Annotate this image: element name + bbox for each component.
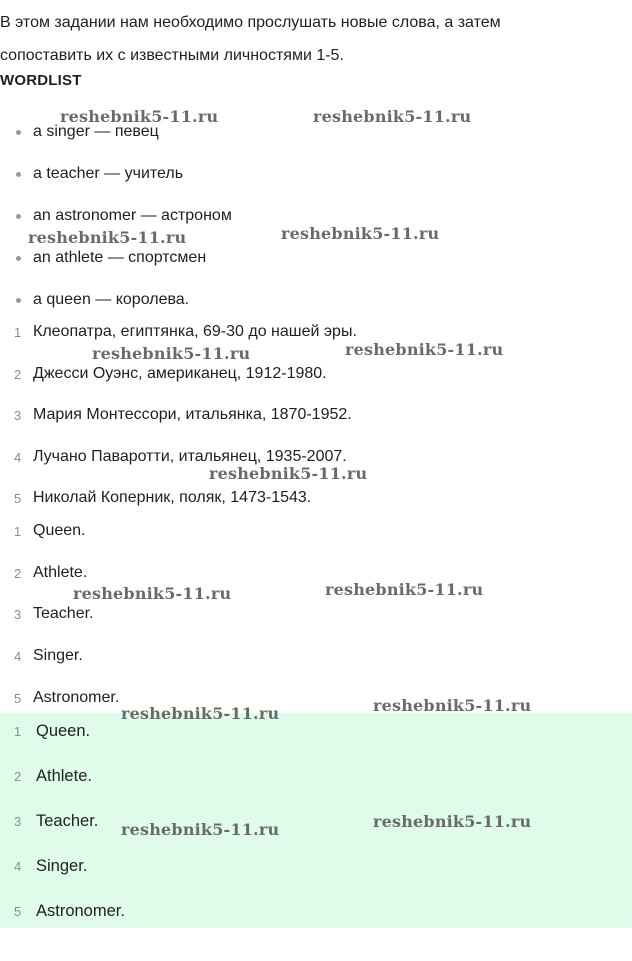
answer-text: Queen. bbox=[33, 522, 86, 539]
bullet-icon bbox=[0, 172, 33, 177]
watermark: reshebnik5-11.ru bbox=[373, 812, 532, 831]
item-number: 4 bbox=[14, 858, 22, 874]
item-number: 5 bbox=[14, 690, 22, 706]
wordlist-item bbox=[0, 247, 206, 269]
watermark: reshebnik5-11.ru bbox=[121, 704, 280, 723]
answer-box-text: Astronomer. bbox=[36, 901, 125, 920]
item-number: 1 bbox=[14, 723, 22, 739]
watermark: reshebnik5-11.ru bbox=[325, 580, 484, 599]
answer-box-item bbox=[0, 899, 125, 923]
item-number: 1 bbox=[14, 523, 22, 539]
wordlist-item bbox=[0, 163, 183, 185]
answer-text: Singer. bbox=[33, 647, 83, 664]
item-number: 3 bbox=[14, 606, 22, 622]
item-number: 4 bbox=[14, 648, 22, 664]
person-text: Джесси Оуэнс, американец, 1912-1980. bbox=[33, 365, 327, 382]
item-number: 3 bbox=[14, 407, 22, 423]
item-number: 1 bbox=[14, 324, 22, 340]
wordlist-heading: WORDLIST bbox=[0, 72, 82, 89]
answer-box-text: Teacher. bbox=[36, 811, 99, 830]
watermark: reshebnik5-11.ru bbox=[345, 340, 504, 359]
person-text: Николай Коперник, поляк, 1473-1543. bbox=[33, 489, 312, 506]
person-item bbox=[0, 404, 352, 426]
wordlist-item bbox=[0, 205, 232, 227]
wordlist-item-text: a singer — певец bbox=[33, 123, 159, 140]
answer-item bbox=[0, 562, 87, 584]
answer-item bbox=[0, 645, 83, 667]
answer-box bbox=[0, 713, 632, 928]
person-text: Мария Монтессори, итальянка, 1870-1952. bbox=[33, 406, 352, 423]
watermark: reshebnik5-11.ru bbox=[373, 696, 532, 715]
answer-box-item bbox=[0, 809, 98, 833]
wordlist-item-text: an astronomer — астроном bbox=[33, 207, 232, 224]
person-item bbox=[0, 363, 327, 385]
watermark: reshebnik5-11.ru bbox=[28, 228, 187, 247]
answer-box-text: Athlete. bbox=[36, 766, 92, 785]
watermark: reshebnik5-11.ru bbox=[92, 344, 251, 363]
item-number: 3 bbox=[14, 813, 22, 829]
item-number: 2 bbox=[14, 366, 22, 382]
wordlist-item-text: a queen — королева. bbox=[33, 291, 190, 308]
answer-item bbox=[0, 687, 119, 709]
intro-text: В этом задании нам необходимо прослушать новые слова, а затем сопоставить их с известными личностями 1-5. bbox=[0, 14, 501, 64]
wordlist-item bbox=[0, 289, 189, 311]
item-number: 2 bbox=[14, 768, 22, 784]
answer-box-item bbox=[0, 854, 87, 878]
person-text: Клеопатра, египтянка, 69-30 до нашей эры. bbox=[33, 323, 357, 340]
watermark: reshebnik5-11.ru bbox=[313, 107, 472, 126]
watermark: reshebnik5-11.ru bbox=[209, 464, 368, 483]
item-number: 4 bbox=[14, 449, 22, 465]
watermark: reshebnik5-11.ru bbox=[281, 224, 440, 243]
answer-box-text: Queen. bbox=[36, 721, 91, 740]
answer-item bbox=[0, 603, 93, 625]
answer-text: Athlete. bbox=[33, 564, 88, 581]
bullet-icon bbox=[0, 298, 33, 303]
watermark: reshebnik5-11.ru bbox=[73, 584, 232, 603]
watermark: reshebnik5-11.ru bbox=[60, 107, 219, 126]
wordlist-item-text: a teacher — учитель bbox=[33, 165, 184, 182]
answer-box-item bbox=[0, 719, 90, 743]
person-item bbox=[0, 487, 311, 509]
wordlist-item-text: an athlete — спортсмен bbox=[33, 249, 207, 266]
item-number: 5 bbox=[14, 903, 22, 919]
person-item bbox=[0, 321, 357, 343]
watermark: reshebnik5-11.ru bbox=[121, 820, 280, 839]
bullet-icon bbox=[0, 256, 33, 261]
item-number: 5 bbox=[14, 490, 22, 506]
bullet-icon bbox=[0, 130, 33, 135]
answer-box-text: Singer. bbox=[36, 856, 88, 875]
answer-box-item bbox=[0, 764, 92, 788]
answer-item bbox=[0, 520, 85, 542]
answer-text: Teacher. bbox=[33, 605, 94, 622]
person-text: Лучано Паваротти, итальянец, 1935-2007. bbox=[33, 448, 347, 465]
answer-text: Astronomer. bbox=[33, 689, 120, 706]
bullet-icon bbox=[0, 214, 33, 219]
item-number: 2 bbox=[14, 565, 22, 581]
